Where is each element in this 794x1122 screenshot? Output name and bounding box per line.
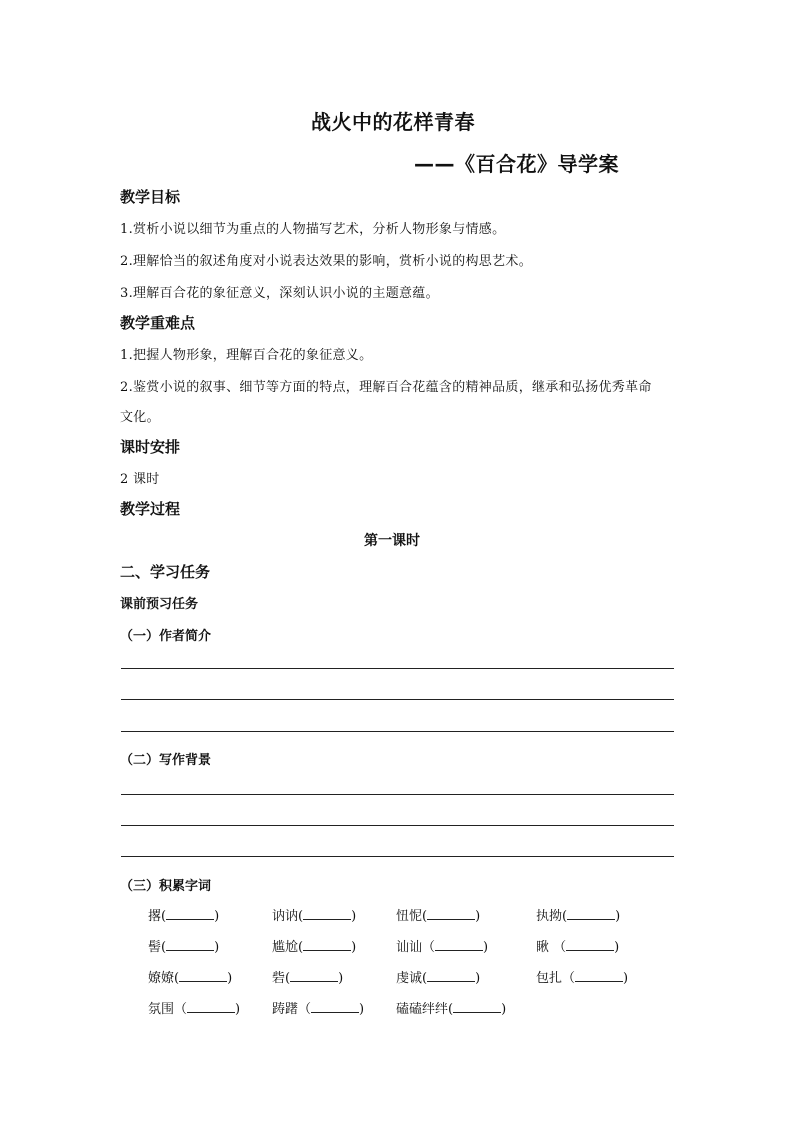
vocab-item: 包扎（ ) (536, 971, 629, 986)
vocab-blank[interactable] (427, 969, 475, 982)
vocab-word: 讷讷( (272, 909, 304, 924)
vocab-word: 执拗( (536, 909, 568, 924)
answer-line[interactable] (121, 731, 674, 732)
vocab-blank[interactable] (166, 938, 214, 951)
page-title: 战火中的花样青春 (311, 110, 475, 134)
vocab-blank[interactable] (179, 969, 227, 982)
vocab-item: 瞅 （ ) (536, 940, 620, 955)
key-point-item-2: 2.鉴赏小说的叙事、细节等方面的特点，理解百合花蕴含的精神品质，继承和弘扬优秀革命 (120, 380, 652, 395)
vocab-item: 砦( ) (272, 971, 344, 986)
vocab-blank[interactable] (566, 938, 614, 951)
vocab-item: 氛围（ ) (148, 1002, 241, 1017)
vocab-blank[interactable] (427, 907, 475, 920)
vocab-blank[interactable] (567, 907, 615, 920)
vocab-blank[interactable] (187, 1000, 235, 1013)
vocab-blank[interactable] (166, 907, 214, 920)
vocab-blank[interactable] (453, 1000, 501, 1013)
answer-line[interactable] (121, 856, 674, 857)
background-heading: （二）写作背景 (120, 753, 212, 768)
vocab-word: 髻( (148, 940, 167, 955)
schedule-heading: 课时安排 (120, 438, 181, 456)
vocab-word: 撂( (148, 909, 167, 924)
vocab-item: 尴尬( ) (272, 940, 357, 955)
vocab-item: 忸怩( ) (396, 909, 481, 924)
vocab-item: 讷讷( ) (272, 909, 357, 924)
vocab-item: 撂( ) (148, 909, 220, 924)
vocab-word: 包扎（ (536, 971, 576, 986)
vocab-item: 执拗( ) (536, 909, 621, 924)
task-heading: 二、学习任务 (120, 563, 211, 581)
answer-line[interactable] (121, 668, 674, 669)
objective-item-2: 2.理解恰当的叙述角度对小说表达效果的影响，赏析小说的构思艺术。 (120, 254, 533, 269)
vocab-word: 讪讪（ (396, 940, 436, 955)
answer-line[interactable] (121, 699, 674, 700)
vocab-word: 瞅 （ (536, 940, 567, 955)
author-heading: （一）作者简介 (120, 629, 212, 644)
vocab-blank[interactable] (575, 969, 623, 982)
vocab-item: 踌躇（ ) (272, 1002, 365, 1017)
vocab-blank[interactable] (311, 1000, 359, 1013)
objective-item-3: 3.理解百合花的象征意义，深刻认识小说的主题意蕴。 (120, 286, 439, 301)
objective-item-1: 1.赏析小说以细节为重点的人物描写艺术，分析人物形象与情感。 (120, 222, 506, 237)
vocab-heading: （三）积累字词 (120, 879, 212, 894)
vocab-item: 讪讪（ ) (396, 940, 489, 955)
vocab-word: 砦( (272, 971, 291, 986)
vocab-word: 磕磕绊绊( (396, 1002, 454, 1017)
vocab-blank[interactable] (303, 938, 351, 951)
vocab-word: 忸怩( (396, 909, 428, 924)
lesson-title: 第一课时 (364, 533, 420, 549)
vocab-item: 嫽嫽( ) (148, 971, 233, 986)
answer-line[interactable] (121, 794, 674, 795)
vocab-word: 虔诚( (396, 971, 428, 986)
vocab-item: 磕磕绊绊( ) (396, 1002, 507, 1017)
vocab-item: 髻( ) (148, 940, 220, 955)
page-subtitle: ——《百合花》导学案 (414, 152, 619, 176)
vocab-word: 氛围（ (148, 1002, 188, 1017)
vocab-word: 嫽嫽( (148, 971, 180, 986)
schedule-value: 2 课时 (120, 472, 160, 487)
key-points-heading: 教学重难点 (120, 314, 196, 332)
vocab-blank[interactable] (290, 969, 338, 982)
key-point-item-1: 1.把握人物形象，理解百合花的象征意义。 (120, 348, 373, 363)
vocab-item: 虔诚( ) (396, 971, 481, 986)
key-point-item-2-cont: 文化。 (120, 410, 160, 425)
objectives-heading: 教学目标 (120, 188, 181, 206)
pre-task-heading: 课前预习任务 (120, 597, 199, 612)
vocab-word: 尴尬( (272, 940, 304, 955)
answer-line[interactable] (121, 825, 674, 826)
vocab-word: 踌躇（ (272, 1002, 312, 1017)
vocab-blank[interactable] (435, 938, 483, 951)
process-heading: 教学过程 (120, 500, 181, 518)
vocab-blank[interactable] (303, 907, 351, 920)
